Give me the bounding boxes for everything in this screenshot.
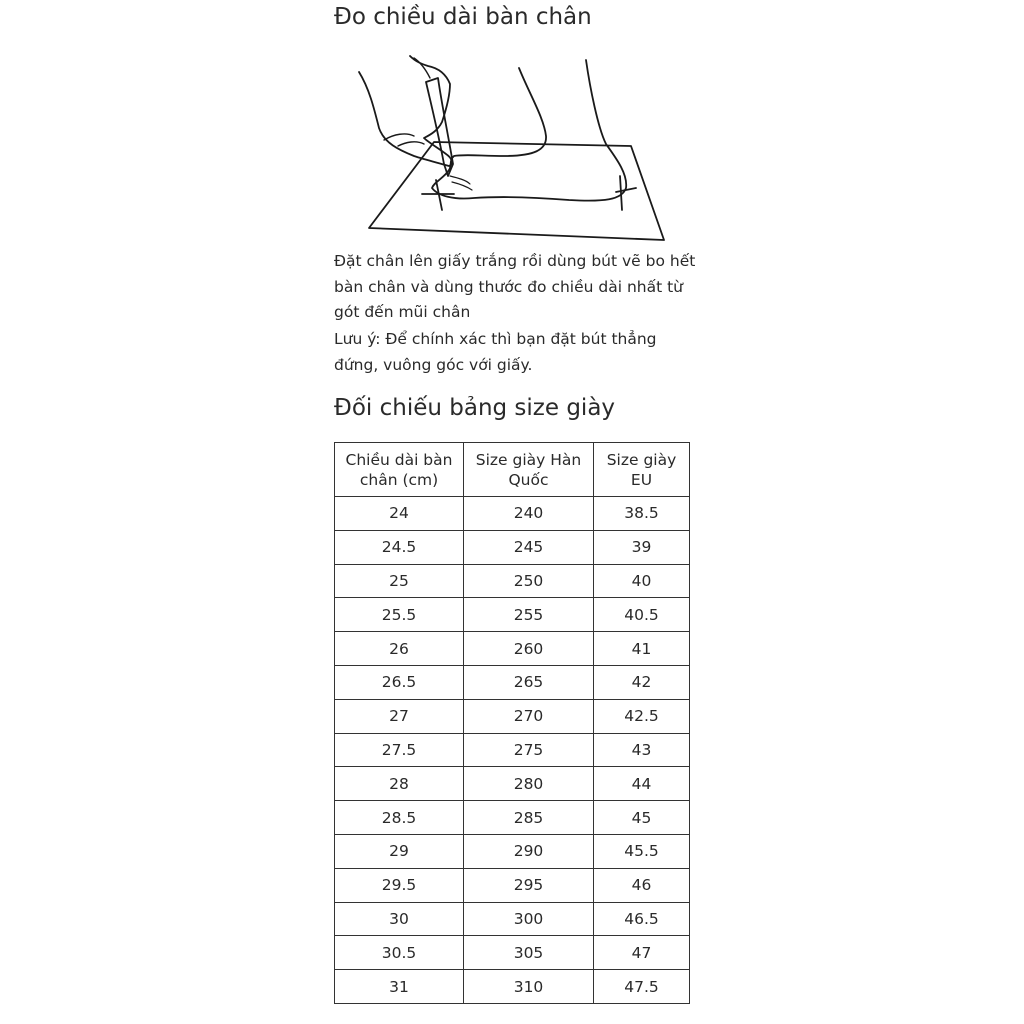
cell-foot-length: 26 xyxy=(335,632,464,666)
table-row xyxy=(335,632,690,666)
cell-eu-size: 47.5 xyxy=(594,970,690,1004)
measure-instruction: Đặt chân lên giấy trắng rồi dùng bút vẽ bo hết bàn chân và dùng thước đo chiều dài nhất từ gót đến mũi chân xyxy=(334,252,696,321)
table-row xyxy=(335,530,690,564)
cell-eu-size: 42.5 xyxy=(594,699,690,733)
cell-eu-size: 40.5 xyxy=(594,598,690,632)
cell-foot-length: 29.5 xyxy=(335,868,464,902)
header-eu-size: Size giày EU xyxy=(594,443,690,497)
cell-foot-length: 28.5 xyxy=(335,801,464,835)
size-chart-table xyxy=(334,442,690,1004)
measure-note: Lưu ý: Để chính xác thì bạn đặt bút thẳng đứng, vuông góc với giấy. xyxy=(334,330,657,374)
measure-title: Đo chiều dài bàn chân xyxy=(334,4,592,30)
size-table-body xyxy=(335,497,690,1004)
toe-mark xyxy=(422,180,454,210)
table-row xyxy=(335,834,690,868)
table-row xyxy=(335,598,690,632)
table-row xyxy=(335,767,690,801)
cell-eu-size: 47 xyxy=(594,936,690,970)
cell-foot-length: 28 xyxy=(335,767,464,801)
table-row xyxy=(335,936,690,970)
cell-foot-length: 27.5 xyxy=(335,733,464,767)
cell-eu-size: 40 xyxy=(594,564,690,598)
cell-foot-length: 29 xyxy=(335,834,464,868)
foot-tracing-illustration xyxy=(354,48,674,244)
cell-korea-size: 290 xyxy=(464,834,594,868)
table-row xyxy=(335,902,690,936)
cell-eu-size: 46 xyxy=(594,868,690,902)
cell-foot-length: 30.5 xyxy=(335,936,464,970)
cell-korea-size: 270 xyxy=(464,699,594,733)
size-table-title: Đối chiếu bảng size giày xyxy=(334,395,616,421)
cell-eu-size: 38.5 xyxy=(594,497,690,531)
table-row xyxy=(335,801,690,835)
cell-korea-size: 250 xyxy=(464,564,594,598)
cell-korea-size: 255 xyxy=(464,598,594,632)
cell-eu-size: 43 xyxy=(594,733,690,767)
cell-korea-size: 285 xyxy=(464,801,594,835)
cell-korea-size: 280 xyxy=(464,767,594,801)
table-row xyxy=(335,733,690,767)
cell-foot-length: 25.5 xyxy=(335,598,464,632)
cell-foot-length: 30 xyxy=(335,902,464,936)
cell-korea-size: 310 xyxy=(464,970,594,1004)
hand-outline xyxy=(359,56,452,166)
table-row xyxy=(335,497,690,531)
cell-eu-size: 41 xyxy=(594,632,690,666)
cell-korea-size: 300 xyxy=(464,902,594,936)
cell-foot-length: 27 xyxy=(335,699,464,733)
cell-eu-size: 45.5 xyxy=(594,834,690,868)
header-foot-length: Chiều dài bàn chân (cm) xyxy=(335,443,464,497)
table-row xyxy=(335,970,690,1004)
cell-eu-size: 42 xyxy=(594,665,690,699)
cell-eu-size: 46.5 xyxy=(594,902,690,936)
cell-korea-size: 260 xyxy=(464,632,594,666)
cell-eu-size: 39 xyxy=(594,530,690,564)
cell-korea-size: 245 xyxy=(464,530,594,564)
cell-foot-length: 31 xyxy=(335,970,464,1004)
cell-eu-size: 44 xyxy=(594,767,690,801)
cell-korea-size: 275 xyxy=(464,733,594,767)
table-header-row xyxy=(335,443,690,497)
cell-eu-size: 45 xyxy=(594,801,690,835)
cell-korea-size: 265 xyxy=(464,665,594,699)
cell-foot-length: 24.5 xyxy=(335,530,464,564)
cell-korea-size: 295 xyxy=(464,868,594,902)
table-row xyxy=(335,665,690,699)
header-korea-size: Size giày Hàn Quốc xyxy=(464,443,594,497)
table-row xyxy=(335,564,690,598)
table-row xyxy=(335,868,690,902)
cell-foot-length: 26.5 xyxy=(335,665,464,699)
cell-korea-size: 305 xyxy=(464,936,594,970)
table-row xyxy=(335,699,690,733)
cell-korea-size: 240 xyxy=(464,497,594,531)
cell-foot-length: 25 xyxy=(335,564,464,598)
cell-foot-length: 24 xyxy=(335,497,464,531)
